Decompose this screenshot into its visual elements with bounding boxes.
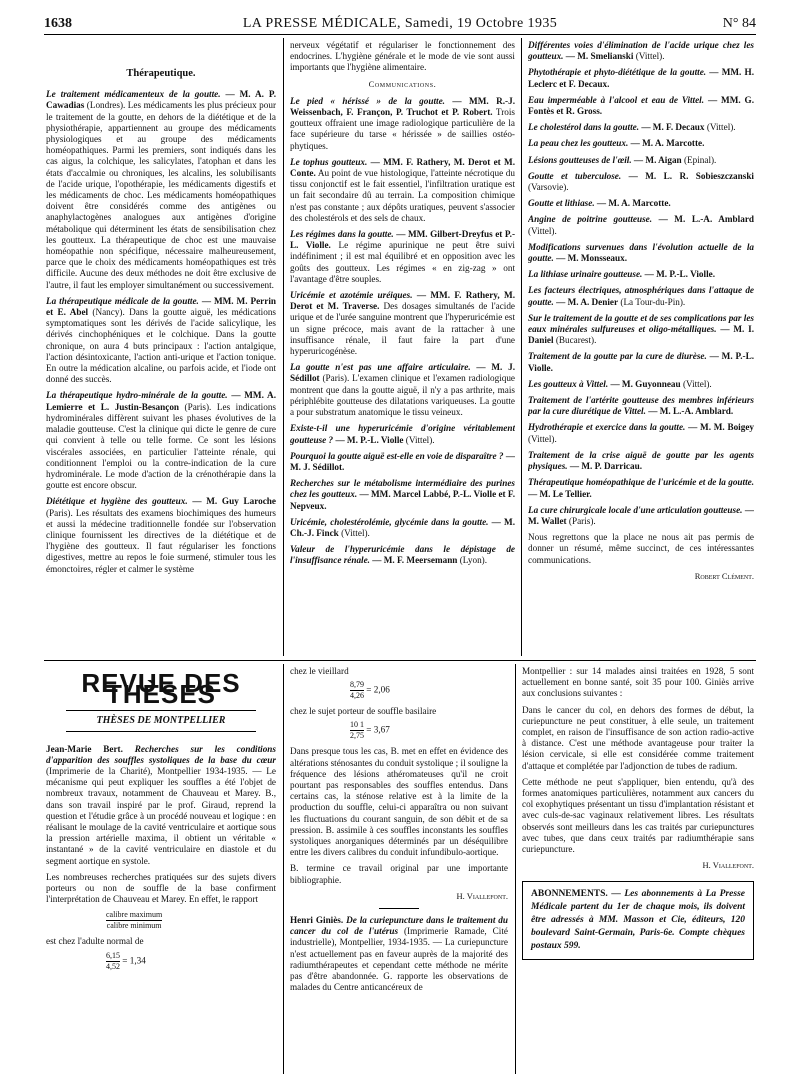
- abstract: Le cholestérol dans la goutte. — M. F. Decaux (Vittel).: [528, 122, 736, 133]
- column-divider: [515, 664, 516, 1074]
- column-divider: [521, 38, 522, 656]
- section-rule: [44, 660, 756, 661]
- abstract: Le pied « hérissé » de la goutte. — MM. R.-J. Weissenbach, F. Françon, P. Truchot et P. Robert. Trois goutteux offraient une image radiologique particulière de la face supérieure du tarse « hérissée » de saillies ostéo-phytiques.: [290, 95, 515, 151]
- abstract: Goutte et lithiase. — M. A. Marcotte.: [528, 198, 671, 209]
- abstract: Traitement de la goutte par la cure de diurèse. — M. P.-L. Violle.: [528, 351, 754, 373]
- abstract: La peau chez les goutteux. — M. A. Marcotte.: [528, 138, 705, 149]
- paragraph: Cette méthode ne peut s'appliquer, bien entendu, qu'à des formes anatomiques particulières, notamment aux cancers du col exophytiques présentant un tissu d'implantation résistant et avec culs-de-sac vaginaux relativement libres. Les résultats observés sont meilleurs dans les cas traités par curiepunctures avec tubes, que dans ceux traités par radiumthérapie sans curiepuncture.: [522, 776, 754, 855]
- section-title: REVUE DES THÈSES: [81, 668, 241, 710]
- abstract: Les facteurs électriques, atmosphériques dans l'attaque de goutte. — M. A. Denier (La Tour-du-Pin).: [528, 285, 754, 307]
- abstract: Différentes voies d'élimination de l'acide urique chez les goutteux. — M. Smelianski (Vittel).: [528, 40, 754, 62]
- abstract: Uricémie, cholestérolémie, glycémie dans la goutte. — M. Ch.-J. Finck (Vittel).: [290, 516, 515, 538]
- thesis-review: Jean-Marie Bert. Recherches sur les conditions d'apparition des souffles systoliques de la base du cœur (Imprimerie de la Charité), Montpellier 1934-1935. — Le mécanisme qui peut expliquer les souffles a été l'objet de nombreux travaux, notamment de Chauveau et Marey. B., dans son travail inspiré par le prof. Giraud, reprend la question et l'étudie grâce à un procédé nouveau et logique : en réalisant le moulage de la cavité ventriculaire et aortique sous la pression artérielle maxima, il obtient un véritable « instantané » de la cavité ventriculaire en diastole et du segment aortique en systole.: [46, 743, 276, 866]
- abstract: Angine de poitrine goutteuse. — M. L.-A. Amblard (Vittel).: [528, 214, 754, 236]
- abstract: Lésions goutteuses de l'œil. — M. Aigan (Epinal).: [528, 154, 717, 165]
- signature: H. Viallefont.: [456, 890, 508, 901]
- column-communications: [290, 40, 515, 656]
- abstract: La cure chirurgicale locale d'une articulation goutteuse. — M. Wallet (Paris).: [528, 504, 754, 526]
- abstract: Phytothérapie et phyto-diététique de la goutte. — MM. H. Leclerc et F. Decaux.: [528, 67, 754, 89]
- paragraph: Les nombreuses recherches pratiquées sur des sujets divers porteurs ou non de souffle de la base confirment l'interprétation de Chauveau et Marey. En effet, le rapport: [46, 871, 276, 905]
- abstract: La thérapeutique médicale de la goutte. — MM. M. Perrin et E. Abel (Nancy). Dans la goutte aiguë, les médications symptomatiques sont les dérivés de l'acide salicylique, les dérivés cinchophéniques et le colchique. Dans la goutte chronique, on aura 4 buts principaux : l'action antalgique, l'action désintoxicante, l'action anti-urique et l'action tonique. En outre la médication alcaline, ou parfois acide, et l'iode ont donné des succès.: [46, 295, 276, 385]
- abstract: Les goutteux à Vittel. — M. Guyonneau (Vittel).: [528, 378, 712, 389]
- abstract: Valeur de l'hyperuricémie dans le dépistage de l'insuffisance rénale. — M. F. Meersemann (Lyon).: [290, 544, 515, 566]
- abstract: La goutte n'est pas une affaire articulaire. — M. J. Sédillot (Paris). L'examen clinique et l'examen radiologique montrent que dans la goutte aiguë, il n'y a pas arthrite, mais périphlébite goutteuse des dilatations variqueuses. La goutte a pour substratum anatomique le tissu veineux.: [290, 362, 515, 418]
- abstract: Le traitement médicamenteux de la goutte. — M. A. P. Cawadias (Londres). Les médicaments les plus précieux pour le traitement de la goutte, en dehors de la diététique et de la physiothérapie, appartiennent au groupe des médicaments physiologiques et au groupe des médicaments homéopathiques. Parmi les premiers, sont indiqués dans les cas aigus, la colchique, les salicylates, l'atophan et dans les états d'accalmie ou chroniques, les alcalins, les solubilisants de l'acide urique, l'opothérapie, les médicaments digestifs et les médicaments de choc. Les médicaments homéopathiques doivent être considérés comme des antigènes ou anaphylactogènes analogues aux antigènes d'origine métabolique qui déterminent les états de sensibilisation chez les goutteux. La thérapeutique de choc est une mauvaise homéopathie non spécifique, nécessaire malheureusement, parce que le choix des médicaments homéopathiques est très difficile. Aucune des deux méthodes ne doit être exclusive de l'autre, il faut les employer simultanément ou successivement.: [46, 89, 276, 290]
- abstract: Traitement de la crise aiguë de goutte par les agents physiques. — M. P. Darricau.: [528, 449, 754, 472]
- abstract: Sur le traitement de la goutte et de ses complications par les eaux minérales sulfureuses et oligo-métalliques. — M. I. Daniel (Bucarest).: [528, 312, 754, 346]
- paragraph: est chez l'adulte normal de: [46, 936, 144, 947]
- abstract: Pourquoi la goutte aiguë est-elle en voie de disparaître ? — M. J. Sédillot.: [290, 450, 515, 472]
- abstract: Traitement de l'artérite goutteuse des membres inférieurs par la cure diurétique de Vittel. — M. L.-A. Amblard.: [528, 395, 754, 417]
- column-theses-3: [522, 666, 754, 1076]
- paragraph: chez le sujet porteur de souffle basilaire: [290, 706, 437, 717]
- ratio-formula: $\frac{\text{calibre maximum}}{\text{calibre minimum}}$: [106, 910, 163, 931]
- column-theses-1: [46, 664, 276, 1076]
- abstract: Recherches sur le métabolisme intermédiaire des purines chez les goutteux. — MM. Marcel Labbé, P.-L. Violle et F. Nepveux.: [290, 478, 515, 511]
- abstract: Goutte et tuberculose. — M. L. R. Sobieszczanski (Varsovie).: [528, 170, 754, 193]
- abstract: Diététique et hygiène des goutteux. — M. Guy Laroche (Paris). Les résultats des examens biochimiques des humeurs et aussi la médecine traditionnelle fondée sur l'observation clinique fournissent les directives de la diététique et de l'hygiène des goutteux. Il faut régulariser les fonctions digestives, mettre au repos le foie surmené, stimuler tous les émonctoires, régler et calmer le système: [46, 496, 276, 574]
- abstract: Thérapeutique homéopathique de l'uricémie et de la goutte. — M. Le Tellier.: [528, 477, 754, 499]
- abstract: La lithiase urinaire goutteuse. — M. P.-L. Violle.: [528, 269, 716, 280]
- formula: $\frac{10 1}{2,75}$ = 3,67: [350, 720, 390, 741]
- abstract: Existe-t-il une hyperuricémie d'origine véritablement goutteuse ? — M. P.-L. Violle (Vittel).: [290, 423, 515, 445]
- section-subtitle: THÈSES DE MONTPELLIER: [66, 710, 256, 731]
- column-communications-cont: [528, 40, 754, 656]
- page-header: [44, 14, 756, 35]
- abstract: Eau imperméable à l'alcool et eau de Vittel. — MM. G. Fontès et R. Gross.: [528, 94, 754, 117]
- continued-text: nerveux végétatif et régulariser le fonctionnement des endocrines. L'hygiène générale et le mode de vie sont aussi importants que l'hygiène alimentaire.: [290, 40, 515, 73]
- abstract: Les régimes dans la goutte. — MM. Gilbert-Dreyfus et P.-L. Violle. Le régime apurinique ne peut être suivi indéfiniment ; il est mal équilibré et en opposition avec les goûts des goutteux. Les régimes « en zig-zag » ont l'avantage d'être souples.: [290, 229, 515, 284]
- separator: [379, 908, 419, 909]
- subscription-notice: ABONNEMENTS. — Les abonnements à La Presse Médicale partent du 1er de chaque mois, ils doivent être adressés à MM. Masson et Cie, éditeurs, 120 boulevard Saint-Germain, Paris-6e. Compte chèques postaux 599.: [522, 881, 754, 960]
- signature: Robert Clément.: [694, 570, 754, 581]
- formula: $\frac{6,15}{4,52}$ = 1,34: [106, 950, 146, 971]
- signature: H. Viallefont.: [702, 860, 754, 871]
- abstract: Hydrothérapie et exercice dans la goutte. — M. M. Boigey (Vittel).: [528, 422, 754, 444]
- paragraph: Dans presque tous les cas, B. met en effet en évidence des altérations sténosantes du conduit systolique ; il souligne la fréquence des lésions athéromateuses qu'il ne croit pourtant pas responsables des souffles entendus. Dans certains cas, la sténose relative est à la limite de la production du souffle, celui-ci apparaîtra ou non suivant les fluctuations du courant sanguin, de son débit et de sa pression. B. assimile à ces souffles inconstants les souffles systoliques anorganiques déterminés par un déséquilibre entre les divers calibres du conduit infundibulo-aortique.: [290, 746, 508, 858]
- column-therapeutique: [46, 60, 276, 656]
- issue-number: N° 84: [722, 16, 756, 31]
- paragraph: Dans le cancer du col, en dehors des formes de début, la curiepuncture ne peut constituer, à elle seule, un traitement complet, en raison de l'insuffisance de son action radio-active à distance. C'est une méthode avantageuse pour traiter la lésion cervicale, si elle est considérée comme traitement d'attaque et complétée par l'adjonction de tubes de radium.: [522, 704, 754, 771]
- editor-note: Nous regrettons que la place ne nous ait pas permis de donner un résumé, même succinct, de ces intéressantes communications.: [528, 532, 754, 565]
- abstract: Modifications survenues dans l'évolution actuelle de la goutte. — M. Monsseaux.: [528, 241, 754, 264]
- journal-title: LA PRESSE MÉDICALE, Samedi, 19 Octobre 1935: [242, 16, 558, 31]
- abstract: Le tophus goutteux. — MM. F. Rathery, M. Derot et M. Conte. Au point de vue histologique, l'atteinte nécrotique du tissu conjonctif est le fait essentiel, l'infiltration uratique est un fait secondaire dû au terrain. La composition chimique n'est pas constante ; aux dépôts uratiques, peuvent s'associer des cholestérols et des sels de chaux.: [290, 156, 515, 223]
- paragraph: chez le vieillard: [290, 666, 349, 676]
- abstract: La thérapeutique hydro-minérale de la goutte. — MM. A. Lemierre et L. Justin-Besançon (Paris). Les indications hydrominérales diffèrent suivant les phases évolutives de la maladie goutteuse. C'est la clinique qui dicte le genre de cure qui convient à telle ou telle forme. Ce sont les lésions viscérales associées, en particulier l'atteinte rénale, qui conditionnent l'emploi ou la contre-indication de la cure hydrominérale. Le mode d'action de la crénothérapie dans la goutte est encore obscur.: [46, 390, 276, 491]
- column-divider: [283, 664, 284, 1074]
- section-heading: Communications.: [368, 78, 437, 89]
- column-divider: [283, 38, 284, 656]
- page-number: 1638: [44, 16, 72, 31]
- thesis-review: Henri Giniès. De la curiepuncture dans le traitement du cancer du col de l'utérus (Imprimerie Ramade, Cité industrielle), Montpellier, 1934-1935. — La curiepuncture n'est actuellement pas en faveur auprès de la majorité des radiumthérapeutes et cependant cette méthode ne mérite pas d'être abandonnée. G. rapporte les observations de malades du Centre anticancéreux de: [290, 915, 508, 993]
- paragraph: B. termine ce travail original par une importante bibliographie.: [290, 863, 508, 885]
- column-theses-2: [290, 666, 508, 1076]
- abstract: Uricémie et azotémie uréiques. — MM. F. Rathery, M. Derot et M. Traverse. Des dosages simultanés de l'acide urique et de l'urée sanguine montrent que l'hyperuricémie est un signe précoce, mais avant de la rattacher à une insuffisance rénale, il faut faire la part d'une hyperuricogénèse.: [290, 290, 515, 357]
- paragraph: Montpellier : sur 14 malades ainsi traitées en 1928, 5 sont actuellement en bonne santé, soit 35 pour 100. Giniès arrive aux conclusions suivantes :: [522, 666, 754, 699]
- section-heading: Thérapeutique.: [126, 68, 196, 79]
- formula: $\frac{8,79}{4,26}$ = 2,06: [350, 680, 390, 701]
